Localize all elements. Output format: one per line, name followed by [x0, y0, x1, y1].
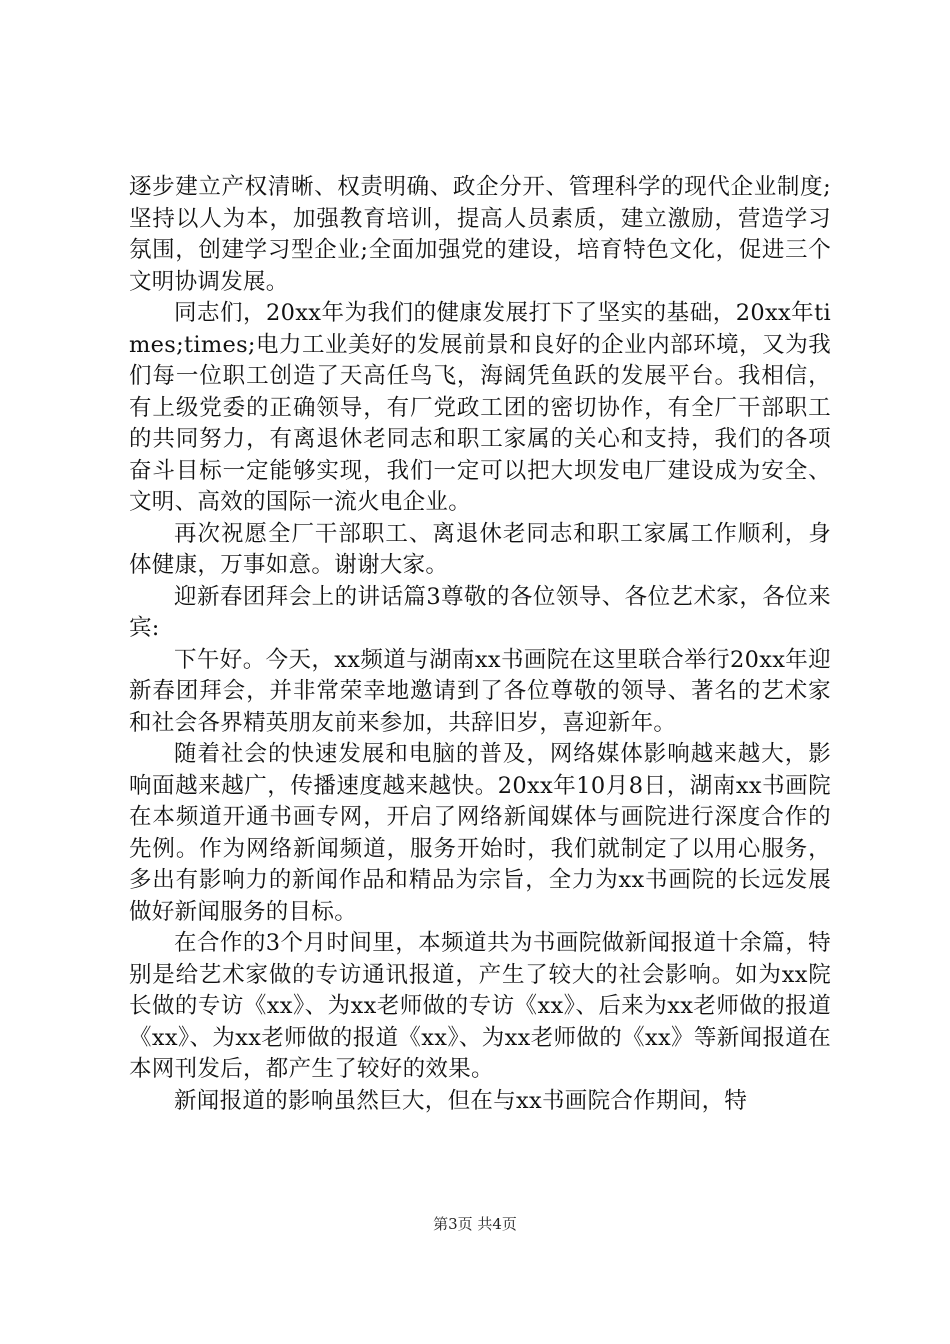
paragraph-6: 随着社会的快速发展和电脑的普及，网络媒体影响越来越大，影响面越来越广，传播速度越来越快。20xx年10月8日，湖南xx书画院在本频道开通书画专网，开启了网络新闻媒体与画院进行深度合作的先例。作为网络新闻频道，服务开始时，我们就制定了以用心服务，多出有影响力的新闻作品和精品为宗旨，全力为xx书画院的长远发展做好新闻服务的目标。 — [129, 741, 831, 925]
paragraph-7: 在合作的3个月时间里，本频道共为书画院做新闻报道十余篇，特别是给艺术家做的专访通讯报道，产生了较大的社会影响。如为xx院长做的专访《xx》、为xx老师做的专访《xx》、后来为xx老师做的报道《xx》、为xx老师做的报道《xx》、为xx老师做的《xx》等新闻报道在本网刊发后，都产生了较好的效果。 — [129, 930, 831, 1082]
paragraph-8: 新闻报道的影响虽然巨大，但在与xx书画院合作期间，特 — [174, 1087, 748, 1114]
page-number-label: 第3页 共4页 — [433, 1215, 517, 1233]
document-body — [129, 172, 831, 1117]
page-footer — [0, 1214, 950, 1234]
paragraph-2: 同志们，20xx年为我们的健康发展打下了坚实的基础，20xx年times;times;电力工业美好的发展前景和良好的企业内部环境，又为我们每一位职工创造了天高任鸟飞，海阔凭鱼跃的发展平台。我相信，有上级党委的正确领导，有厂党政工团的密切协作，有全厂干部职工的共同努力，有离退休老同志和职工家属的关心和支持，我们的各项奋斗目标一定能够实现，我们一定可以把大坝发电厂建设成为安全、文明、高效的国际一流火电企业。 — [129, 300, 831, 515]
paragraph-3: 再次祝愿全厂干部职工、离退休老同志和职工家属工作顺利，身体健康，万事如意。谢谢大家。 — [129, 520, 831, 578]
paragraph-1: 逐步建立产权清晰、权责明确、政企分开、管理科学的现代企业制度;坚持以人为本，加强教育培训，提高人员素质，建立激励，营造学习氛围，创建学习型企业;全面加强党的建设，培育特色文化，促进三个文明协调发展。 — [129, 174, 831, 295]
paragraph-5: 下午好。今天，xx频道与湖南xx书画院在这里联合举行20xx年迎新春团拜会，并非常荣幸地邀请到了各位尊敬的领导、著名的艺术家和社会各界精英朋友前来参加，共辞旧岁，喜迎新年。 — [129, 646, 831, 736]
paragraph-4: 迎新春团拜会上的讲话篇3尊敬的各位领导、各位艺术家，各位来宾: — [129, 583, 831, 641]
